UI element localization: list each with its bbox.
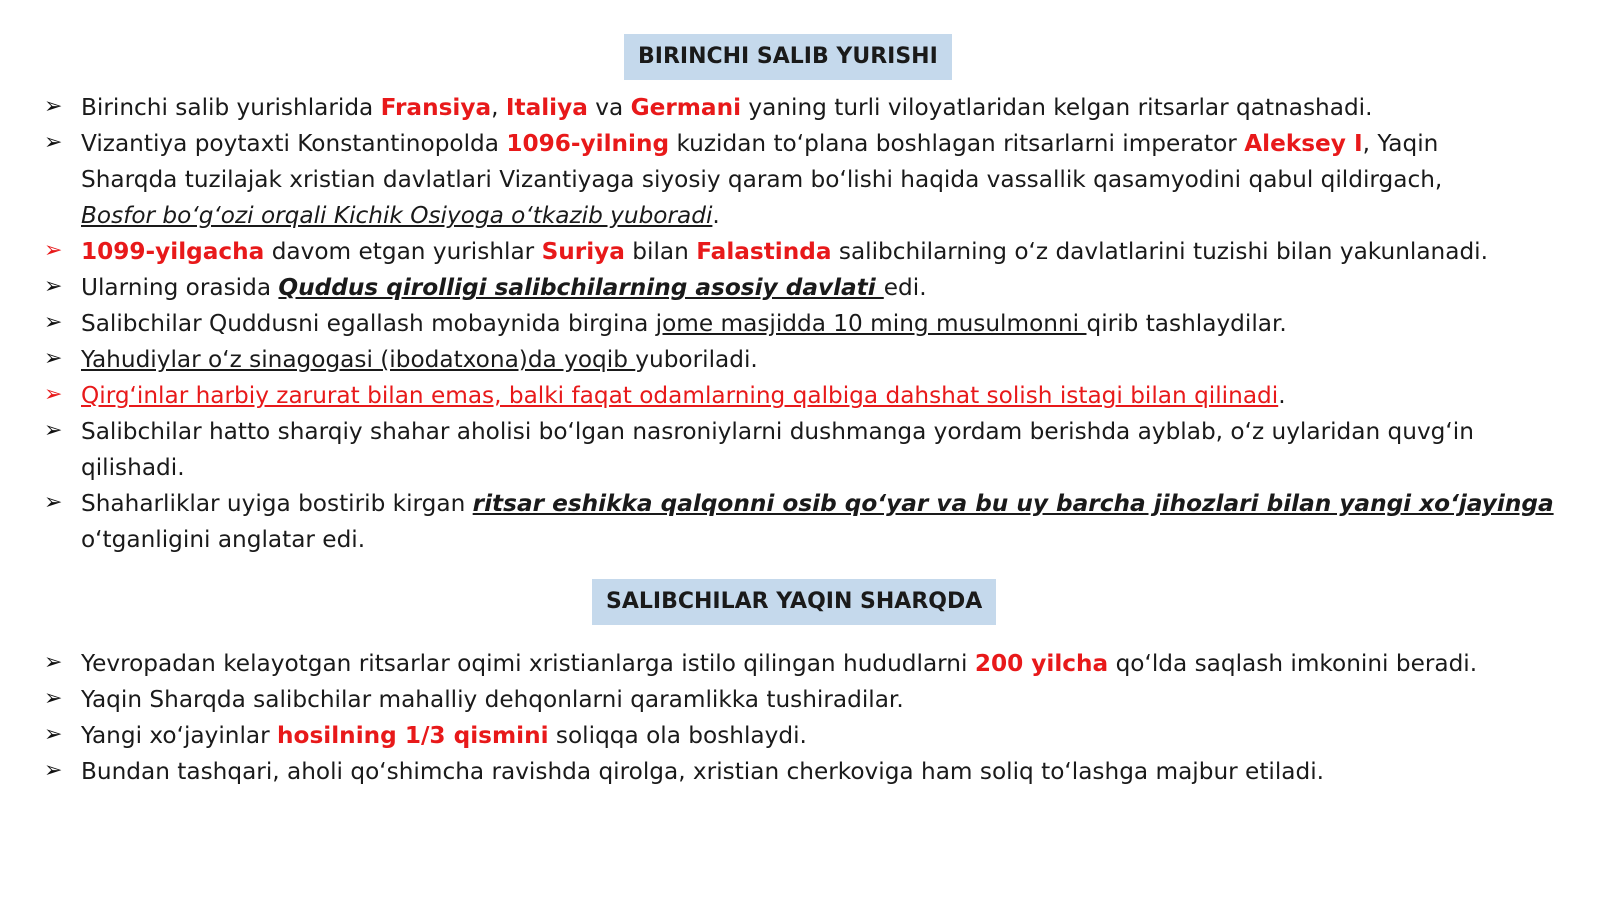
arrow-bullet-icon: ➢ [44,346,63,371]
arrow-bullet-icon: ➢ [44,310,63,335]
text-segment: , [491,94,506,121]
text-segment: qilishadi. [81,454,185,481]
text-segment: edi. [883,274,927,301]
text-segment: Birinchi salib yurishlarida [81,94,381,121]
bullet-item [44,646,1564,682]
bullet-line [81,646,1564,682]
text-segment: Yaqin Sharqda salibchilar mahalliy dehqonlarni qaramlikka tushiradilar. [81,686,904,713]
text-segment: 1099-yilgacha [81,238,265,265]
section-title-birinchi-salib-yurishi: BIRINCHI SALIB YURISHI [624,34,952,80]
bullet-line [81,162,1564,198]
text-segment: Yevropadan kelayotgan ritsarlar oqimi xristianlarga istilo qilingan hududlarni [81,650,975,677]
bullet-line [81,718,1564,754]
arrow-bullet-icon: ➢ [44,130,63,155]
bullet-list-salibchilar-yaqin-sharqda [44,646,1564,790]
arrow-bullet-icon: ➢ [44,94,63,119]
text-segment: Aleksey I [1244,130,1363,157]
text-segment: Salibchilar hatto sharqiy shahar aholisi bo‘lgan nasroniylarni dushmanga yordam berishda ayblab, o‘z uylaridan quvg‘in [81,418,1474,445]
text-segment: bilan [624,238,697,265]
bullet-line [81,414,1564,450]
arrow-bullet-icon: ➢ [44,722,63,747]
text-segment: Quddus qirolligi salibchilarning asosiy davlati [278,274,884,301]
text-segment: Qirg‘inlar harbiy zarurat bilan emas, balki faqat odamlarning qalbiga dahshat solish istagi bilan qilinadi [81,382,1279,409]
text-segment: ritsar eshikka qalqonni osib qo‘yar va bu uy barcha jihozlari bilan yangi xo‘jayinga [472,490,1554,517]
text-segment: Vizantiya poytaxti Konstantinopolda [81,130,507,157]
text-segment: Germani [630,94,742,121]
bullet-line [81,306,1564,342]
text-segment: Yangi xo‘jayinlar [81,722,278,749]
text-segment: va [587,94,631,121]
text-segment: davom etgan yurishlar [264,238,542,265]
text-segment: Bosfor bo‘g‘ozi orqali Kichik Osiyoga o‘tkazib yuboradi [81,202,713,229]
text-segment: 200 yilcha [974,650,1109,677]
bullet-line [81,126,1564,162]
text-segment: qirib tashlaydilar. [1086,310,1287,337]
bullet-line [81,234,1564,270]
text-segment: qo‘lda saqlash imkonini beradi. [1108,650,1478,677]
arrow-bullet-icon: ➢ [44,650,63,675]
text-segment: o‘tganligini anglatar edi. [81,526,366,553]
bullet-line [81,682,1564,718]
text-segment: soliqqa ola boshlaydi. [548,722,807,749]
text-segment: jome masjidda 10 ming musulmonni [655,310,1087,337]
bullet-line [81,198,1564,234]
bullet-item [44,718,1564,754]
arrow-bullet-icon: ➢ [44,758,63,783]
text-segment: . [712,202,720,229]
text-segment: . [1278,382,1286,409]
text-segment: Salibchilar Quddusni egallash mobaynida birgina [81,310,656,337]
bullet-line [81,342,1564,378]
bullet-line [81,450,1564,486]
text-segment: Ularning orasida [81,274,279,301]
bullet-line [81,378,1564,414]
text-segment: , Yaqin [1362,130,1439,157]
arrow-bullet-icon: ➢ [44,686,63,711]
bullet-item [44,486,1564,558]
arrow-bullet-icon: ➢ [44,382,63,407]
text-segment: Yahudiylar o‘z sinagogasi (ibodatxona)da yoqib [81,346,636,373]
bullet-line [81,754,1564,790]
bullet-line [81,90,1564,126]
text-segment: hosilning 1/3 qismini [277,722,549,749]
bullet-item [44,682,1564,718]
arrow-bullet-icon: ➢ [44,274,63,299]
bullet-list-birinchi-salib-yurishi [44,90,1564,558]
section-title-salibchilar-yaqin-sharqda: SALIBCHILAR YAQIN SHARQDA [592,579,996,625]
bullet-item [44,378,1564,414]
arrow-bullet-icon: ➢ [44,490,63,515]
bullet-line [81,486,1564,522]
bullet-item [44,306,1564,342]
bullet-item [44,270,1564,306]
text-segment: Suriya [541,238,625,265]
bullet-item [44,126,1564,234]
bullet-item [44,90,1564,126]
text-segment: yaning turli viloyatlaridan kelgan ritsarlar qatnashadi. [741,94,1373,121]
text-segment: salibchilarning o‘z davlatlarini tuzishi bilan yakunlanadi. [831,238,1488,265]
arrow-bullet-icon: ➢ [44,238,63,263]
text-segment: Shaharliklar uyiga bostirib kirgan [81,490,473,517]
text-segment: kuzidan to‘plana boshlagan ritsarlarni imperator [669,130,1245,157]
text-segment: 1096-yilning [506,130,670,157]
text-segment: Bundan tashqari, aholi qo‘shimcha ravishda qirolga, xristian cherkoviga ham soliq to‘lashga majbur etiladi. [81,758,1325,785]
bullet-item [44,342,1564,378]
bullet-item [44,234,1564,270]
text-segment: Sharqda tuzilajak xristian davlatlari Vizantiyaga siyosiy qaram bo‘lishi haqida vassallik qasamyodini qabul qildirgach, [81,166,1443,193]
bullet-item [44,414,1564,486]
bullet-item [44,754,1564,790]
arrow-bullet-icon: ➢ [44,418,63,443]
text-segment: Fransiya [380,94,492,121]
bullet-line [81,522,1564,558]
text-segment: Falastinda [696,238,832,265]
bullet-line [81,270,1564,306]
text-segment: Italiya [505,94,588,121]
text-segment: yuboriladi. [635,346,758,373]
